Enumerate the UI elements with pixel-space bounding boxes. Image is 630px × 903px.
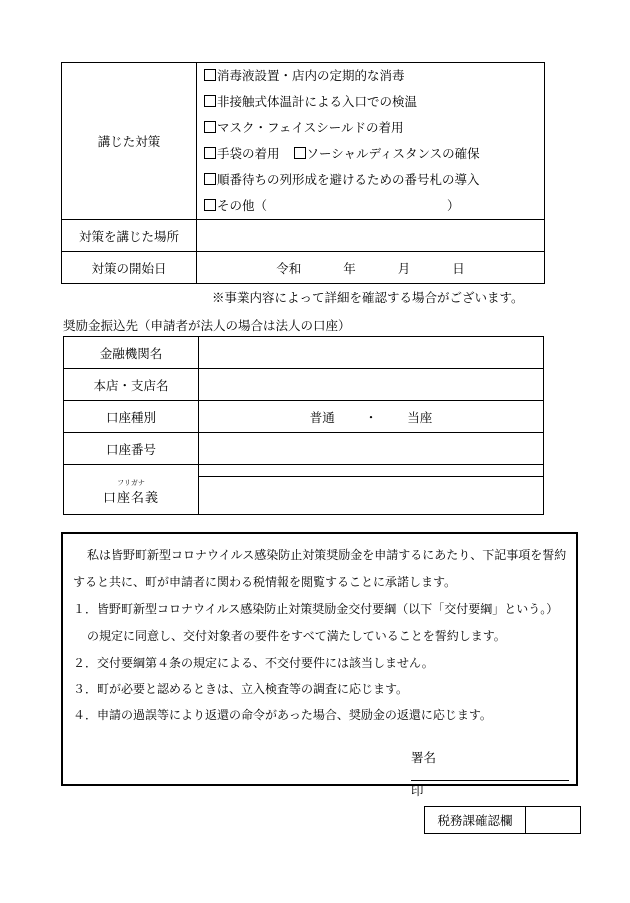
checkbox-icon[interactable] bbox=[204, 147, 216, 159]
checkbox-icon[interactable] bbox=[204, 199, 216, 211]
bank-field[interactable] bbox=[199, 337, 544, 369]
tax-confirm-label: 税務課確認欄 bbox=[425, 807, 526, 834]
branch-field[interactable] bbox=[199, 369, 544, 401]
signature-row bbox=[411, 748, 576, 799]
measure-item[interactable]: 非接触式体温計による入口での検温 bbox=[197, 89, 544, 115]
declaration-line: １．皆野町新型コロナウイルス感染防止対策奨励金交付要綱（以下「交付要綱」という。） bbox=[73, 602, 559, 616]
holder-name-field[interactable] bbox=[199, 477, 544, 515]
start-date-field[interactable]: 令和 年 月 日 bbox=[197, 252, 545, 284]
detail-note: ※事業内容によって詳細を確認する場合がございます。 bbox=[212, 290, 524, 305]
start-date-label: 対策の開始日 bbox=[62, 252, 197, 284]
measure-item[interactable]: 消毒液設置・店内の定期的な消毒 bbox=[197, 63, 544, 89]
declaration-line: 私は皆野町新型コロナウイルス感染防止対策奨励金を申請するにあたり、下記事項を誓約 bbox=[87, 548, 567, 562]
holder-label: 口座名義 bbox=[102, 491, 159, 506]
measure-item[interactable]: 手袋の着用 ソーシャルディスタンスの確保 bbox=[197, 141, 544, 167]
holder-label-cell bbox=[64, 465, 199, 515]
place-field[interactable] bbox=[197, 220, 545, 252]
seal-label: 印 bbox=[411, 783, 424, 798]
account-number-field[interactable] bbox=[199, 433, 544, 465]
place-label: 対策を講じた場所 bbox=[62, 220, 197, 252]
declaration-line: すると共に、町が申請者に関わる税情報を閲覧することに承諾します。 bbox=[73, 575, 457, 589]
branch-label: 本店・支店名 bbox=[64, 369, 199, 401]
declaration-box bbox=[61, 532, 578, 798]
checkbox-icon[interactable] bbox=[204, 69, 216, 81]
type-ordinary[interactable]: 普通 bbox=[309, 409, 335, 425]
declaration-line: の規定に同意し、交付対象者の要件をすべて満たしていることを誓約します。 bbox=[87, 629, 506, 643]
bank-label: 金融機関名 bbox=[64, 337, 199, 369]
declaration-line: ３．町が必要と認めるときは、立入検査等の調査に応じます。 bbox=[73, 682, 409, 696]
signature-line[interactable] bbox=[411, 766, 569, 781]
signature-label: 署名 bbox=[411, 750, 437, 765]
declaration-line: ２．交付要綱第４条の規定による、不交付要件には該当しません。 bbox=[73, 656, 434, 670]
checkbox-icon[interactable] bbox=[204, 173, 216, 185]
type-current[interactable]: 当座 bbox=[407, 409, 433, 425]
account-type-field[interactable]: 普通 ・ 当座 bbox=[199, 401, 544, 433]
account-title: 奨励金振込先（申請者が法人の場合は法人の口座） bbox=[63, 318, 351, 333]
measures-label: 講じた対策 bbox=[62, 63, 197, 220]
checkbox-icon[interactable] bbox=[204, 121, 216, 133]
account-table bbox=[63, 336, 544, 515]
checkbox-icon[interactable] bbox=[204, 95, 216, 107]
account-number-label: 口座番号 bbox=[64, 433, 199, 465]
measures-list bbox=[197, 63, 545, 220]
measure-item-other[interactable]: その他（ ） bbox=[197, 193, 544, 219]
checkbox-icon[interactable] bbox=[294, 147, 306, 159]
furigana-label: フリガナ bbox=[117, 479, 145, 487]
tax-confirm-table bbox=[424, 806, 581, 834]
account-type-label: 口座種別 bbox=[64, 401, 199, 433]
measures-table bbox=[61, 62, 545, 284]
measure-item[interactable]: マスク・フェイスシールドの着用 bbox=[197, 115, 544, 141]
holder-furigana-field[interactable] bbox=[199, 465, 544, 477]
tax-confirm-field[interactable] bbox=[526, 807, 581, 834]
declaration-line: ４．申請の過誤等により返還の命令があった場合、奨励金の返還に応じます。 bbox=[73, 708, 492, 722]
measure-item[interactable]: 順番待ちの列形成を避けるための番号札の導入 bbox=[197, 167, 544, 193]
